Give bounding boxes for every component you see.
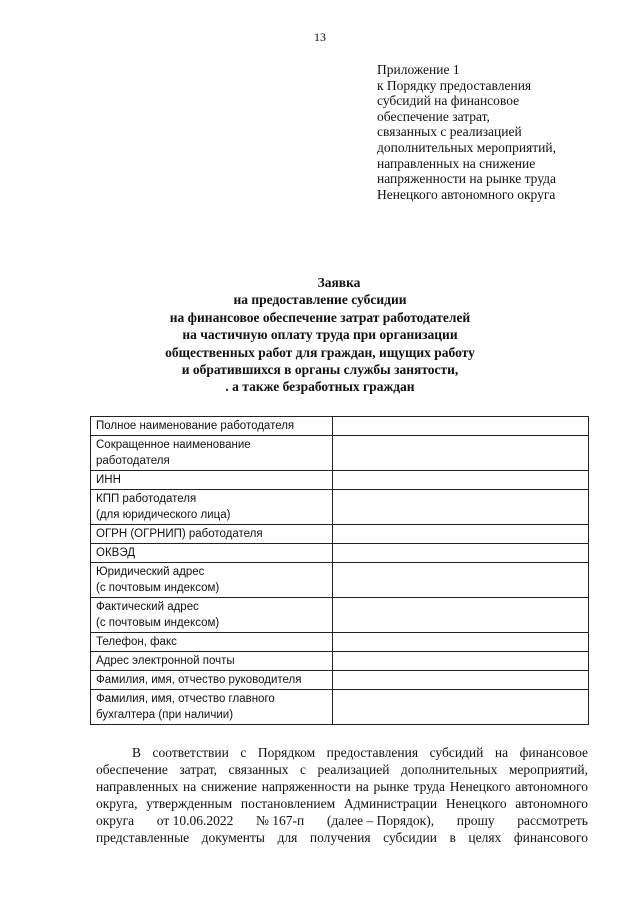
paragraph-line: округа, утвержденным постановлением Администрации Ненецкого автономного [96, 796, 588, 811]
table-row [91, 633, 589, 652]
appendix-line: Приложение 1 [377, 62, 460, 77]
field-label-text: Сокращенное наименование работодателя [96, 439, 251, 467]
page-number: 13 [314, 30, 326, 44]
table-row [91, 417, 589, 436]
paragraph-line: представленные документы для получения субсидии в целях финансового [96, 830, 588, 845]
field-label-text: (с почтовым индексом) [96, 617, 220, 629]
table-row [91, 525, 589, 544]
table-row [91, 690, 589, 725]
field-label-text: Полное наименование работодателя [96, 420, 295, 432]
field-value-cell[interactable] [333, 598, 589, 633]
table-row [91, 436, 589, 471]
field-label-text: Фамилия, имя, отчество главного [96, 693, 275, 705]
appendix-line: направленных на снижение [377, 155, 536, 171]
field-value-cell[interactable] [333, 471, 589, 490]
title-line: и обратившихся в органы службы занятости, [181, 362, 459, 378]
appendix-line: дополнительных мероприятий, [377, 139, 556, 155]
field-label-text: ОГРН (ОГРНИП) работодателя [96, 528, 263, 540]
appendix-line: к Порядку предоставления [377, 77, 532, 93]
appendix-line: связанных с реализацией [377, 124, 522, 140]
field-value-cell[interactable] [333, 525, 589, 544]
title-line: на частичную оплату труда при организации [182, 327, 458, 343]
table-row [91, 598, 589, 633]
appendix-line: Ненецкого автономного округа [377, 186, 556, 202]
appendix-line: субсидий на финансовое [377, 93, 520, 109]
field-label-text: (для юридического лица) [96, 509, 231, 521]
field-label [91, 417, 333, 436]
appendix-line: обеспечение затрат, [377, 108, 490, 124]
title-line: на предоставление субсидии [233, 292, 407, 308]
paragraph-date: от 10.06.2022 [156, 813, 234, 828]
field-label-text: Адрес электронной почты [96, 655, 235, 667]
field-value-cell[interactable] [333, 690, 589, 725]
field-label [91, 471, 333, 490]
table-row [91, 652, 589, 671]
paragraph-line: направленных на снижение напряженности на рынке труда Ненецкого автономного [96, 779, 588, 794]
field-value-cell[interactable] [333, 652, 589, 671]
body-paragraph [96, 744, 588, 846]
field-label-text: бухгалтера (при наличии) [96, 709, 234, 721]
title-line: общественных работ для граждан, ищущих работу [165, 344, 475, 360]
paragraph-word: прошу [456, 813, 495, 828]
field-value-cell[interactable] [333, 436, 589, 471]
field-label-text: Фамилия, имя, отчество руководителя [96, 674, 302, 686]
paragraph-word: округа [96, 813, 135, 828]
field-value-cell[interactable] [333, 671, 589, 690]
title-line: Заявка [317, 275, 361, 290]
field-label [91, 544, 333, 563]
field-label-text: Телефон, факс [96, 636, 177, 648]
field-label-text: КПП работодателя [96, 493, 197, 505]
field-label [91, 633, 333, 652]
field-label [91, 563, 333, 598]
paragraph-word: (далее – Порядок), [326, 813, 435, 828]
table-row [91, 671, 589, 690]
field-value-cell[interactable] [333, 490, 589, 525]
field-value-cell[interactable] [333, 417, 589, 436]
field-label-text: Фактический адрес [96, 601, 199, 613]
field-label [91, 525, 333, 544]
paragraph-number: № 167-п [256, 813, 305, 828]
field-label [91, 598, 333, 633]
table-row [91, 563, 589, 598]
table-row [91, 490, 589, 525]
document-title [0, 274, 640, 396]
field-label-text: Юридический адрес [96, 566, 205, 578]
paragraph-word: рассмотреть [517, 813, 588, 828]
title-line: . а также безработных граждан [225, 379, 415, 395]
field-label-text: ИНН [96, 474, 121, 486]
appendix-heading [377, 62, 617, 202]
field-label [91, 490, 333, 525]
field-value-cell[interactable] [333, 544, 589, 563]
field-label [91, 436, 333, 471]
employer-info-table [90, 416, 589, 725]
field-label-text: (с почтовым индексом) [96, 582, 220, 594]
field-label [91, 652, 333, 671]
paragraph-line: обеспечение затрат, связанных с реализацией дополнительных мероприятий, [96, 762, 588, 777]
field-label-text: ОКВЭД [96, 547, 135, 559]
table-row [91, 471, 589, 490]
appendix-line: напряженности на рынке труда [377, 171, 557, 187]
field-value-cell[interactable] [333, 633, 589, 652]
field-label [91, 690, 333, 725]
field-value-cell[interactable] [333, 563, 589, 598]
paragraph-line: В соответствии с Порядком предоставления субсидий на финансовое [132, 745, 588, 760]
paragraph-line [96, 812, 588, 829]
table-row [91, 544, 589, 563]
field-label [91, 671, 333, 690]
title-line: на финансовое обеспечение затрат работодателей [169, 309, 471, 325]
